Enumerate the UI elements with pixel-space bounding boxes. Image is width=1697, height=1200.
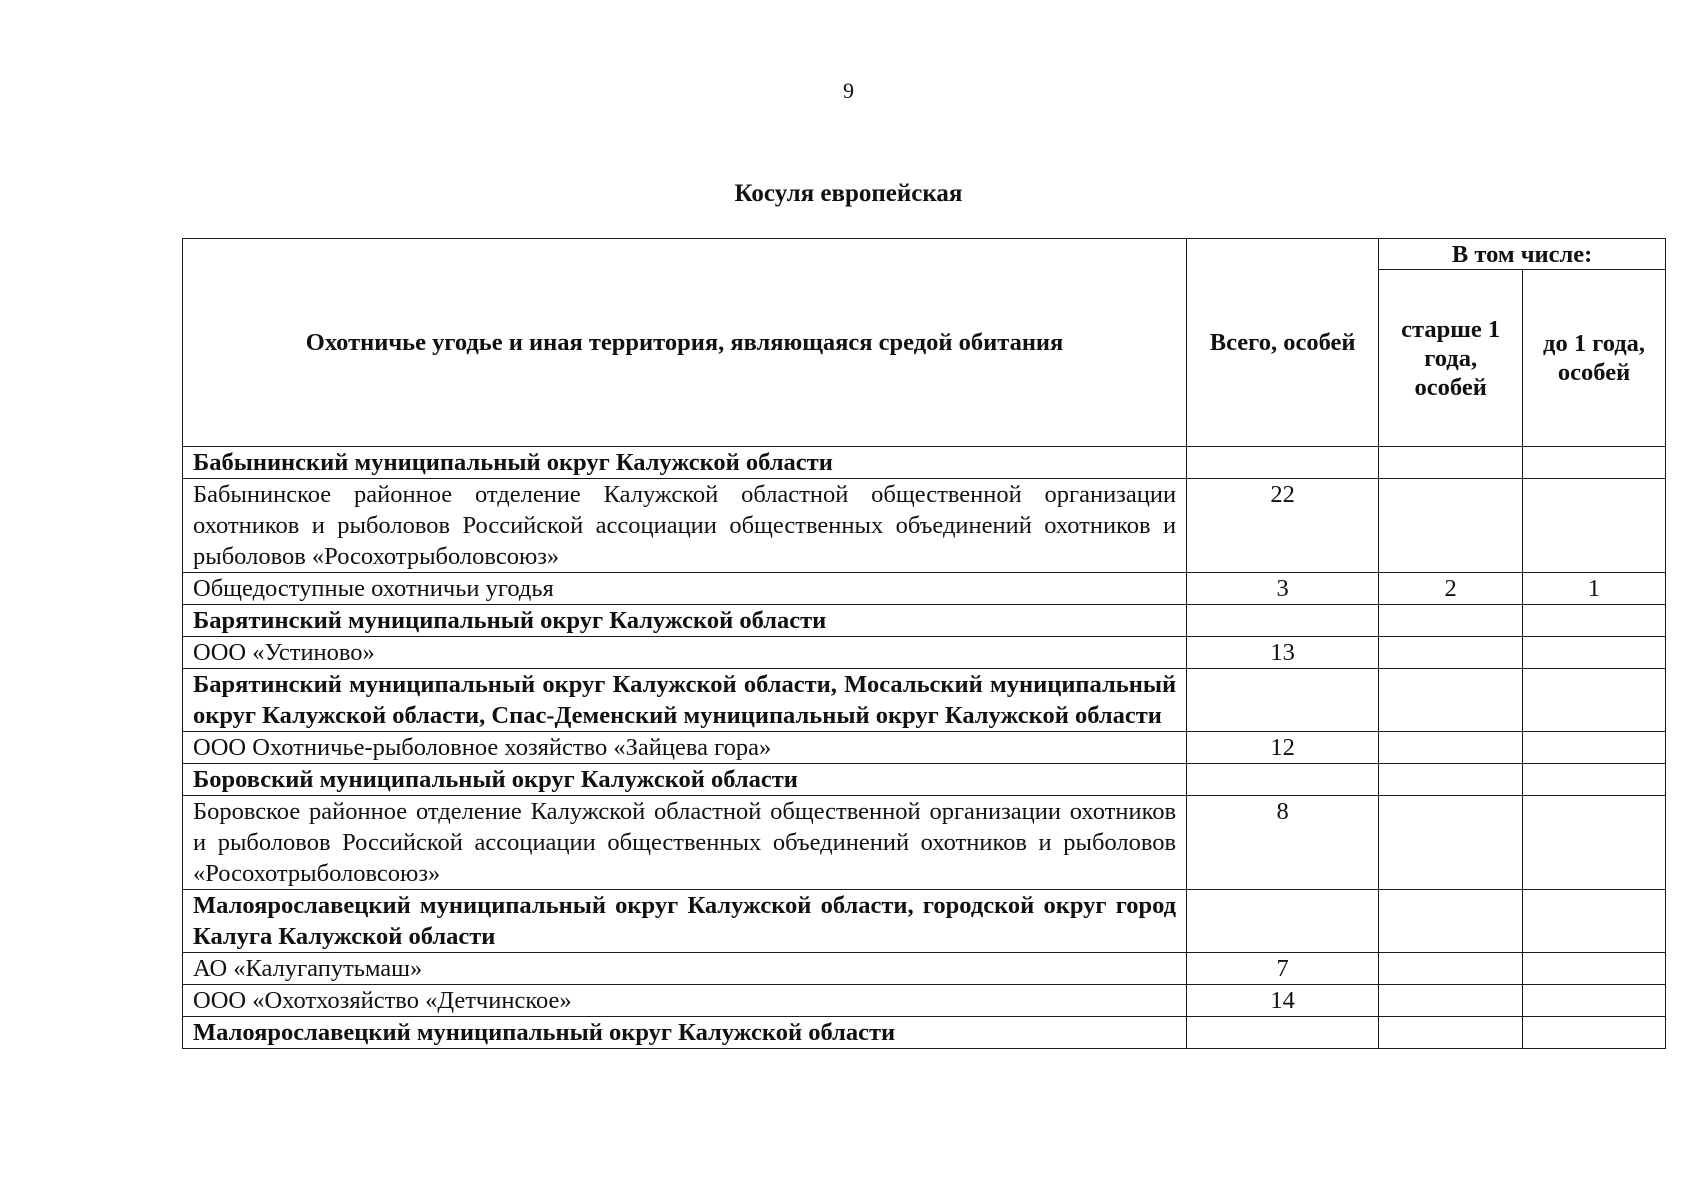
total-cell: 3 — [1187, 573, 1379, 605]
younger-cell — [1523, 985, 1666, 1017]
younger-cell — [1523, 953, 1666, 985]
total-cell — [1187, 764, 1379, 796]
younger-cell — [1523, 669, 1666, 732]
table-section-row — [183, 447, 1666, 479]
total-cell: 22 — [1187, 479, 1379, 573]
table-section-row — [183, 890, 1666, 953]
older-cell — [1379, 637, 1523, 669]
header-including: В том числе: — [1379, 239, 1666, 270]
younger-cell — [1523, 890, 1666, 953]
older-cell — [1379, 764, 1523, 796]
younger-cell — [1523, 637, 1666, 669]
table-section-row — [183, 605, 1666, 637]
table-row — [183, 732, 1666, 764]
younger-cell — [1523, 796, 1666, 890]
total-cell — [1187, 890, 1379, 953]
older-cell — [1379, 953, 1523, 985]
older-cell: 2 — [1379, 573, 1523, 605]
older-cell — [1379, 890, 1523, 953]
older-cell — [1379, 985, 1523, 1017]
older-cell — [1379, 447, 1523, 479]
older-cell — [1379, 796, 1523, 890]
header-total: Всего, особей — [1187, 239, 1379, 447]
header-territory: Охотничье угодье и иная территория, являющаяся средой обитания — [183, 239, 1187, 447]
younger-cell — [1523, 1017, 1666, 1049]
table-row — [183, 985, 1666, 1017]
total-cell: 12 — [1187, 732, 1379, 764]
territory-name-cell: ООО «Устиново» — [183, 637, 1187, 669]
section-name-cell: Барятинский муниципальный округ Калужской области, Мосальский муниципальный округ Калужской области, Спас-Деменский муниципальный округ Калужской области — [183, 669, 1187, 732]
table-section-row — [183, 764, 1666, 796]
total-cell — [1187, 605, 1379, 637]
younger-cell — [1523, 732, 1666, 764]
territory-name-cell: АО «Калугапутьмаш» — [183, 953, 1187, 985]
section-name-cell: Барятинский муниципальный округ Калужской области — [183, 605, 1187, 637]
total-cell: 7 — [1187, 953, 1379, 985]
total-cell: 13 — [1187, 637, 1379, 669]
section-name-cell: Малоярославецкий муниципальный округ Калужской области — [183, 1017, 1187, 1049]
older-cell — [1379, 669, 1523, 732]
table-section-row — [183, 1017, 1666, 1049]
older-cell — [1379, 479, 1523, 573]
section-name-cell: Бабынинский муниципальный округ Калужской области — [183, 447, 1187, 479]
table-row — [183, 479, 1666, 573]
header-younger: до 1 года, особей — [1523, 270, 1666, 447]
table-body — [183, 447, 1666, 1049]
total-cell — [1187, 1017, 1379, 1049]
younger-cell: 1 — [1523, 573, 1666, 605]
older-cell — [1379, 605, 1523, 637]
section-name-cell: Малоярославецкий муниципальный округ Калужской области, городской округ город Калуга Калужской области — [183, 890, 1187, 953]
territory-name-cell: Бабынинское районное отделение Калужской областной общественной организации охотников и рыболовов Российской ассоциации общественных объединений охотников и рыболовов «Росохотрыболовсоюз» — [183, 479, 1187, 573]
document-title: Косуля европейская — [734, 180, 963, 207]
territory-name-cell: ООО «Охотхозяйство «Детчинское» — [183, 985, 1187, 1017]
table-row — [183, 637, 1666, 669]
territory-name-cell: Боровское районное отделение Калужской областной общественной организации охотников и рыболовов Российской ассоциации общественных объединений охотников и рыболовов «Росохотрыболовсоюз» — [183, 796, 1187, 890]
table-row — [183, 573, 1666, 605]
older-cell — [1379, 732, 1523, 764]
total-cell: 14 — [1187, 985, 1379, 1017]
total-cell — [1187, 669, 1379, 732]
territory-name-cell: Общедоступные охотничьи угодья — [183, 573, 1187, 605]
younger-cell — [1523, 447, 1666, 479]
total-cell — [1187, 447, 1379, 479]
table-row — [183, 953, 1666, 985]
table-row — [183, 796, 1666, 890]
younger-cell — [1523, 479, 1666, 573]
younger-cell — [1523, 764, 1666, 796]
younger-cell — [1523, 605, 1666, 637]
territory-name-cell: ООО Охотничье-рыболовное хозяйство «Зайцева гора» — [183, 732, 1187, 764]
header-older: старше 1 года, особей — [1379, 270, 1523, 447]
table-section-row — [183, 669, 1666, 732]
section-name-cell: Боровский муниципальный округ Калужской области — [183, 764, 1187, 796]
older-cell — [1379, 1017, 1523, 1049]
total-cell: 8 — [1187, 796, 1379, 890]
population-table — [182, 238, 1666, 1049]
page-number: 9 — [843, 78, 854, 103]
table-header-row — [183, 239, 1666, 270]
